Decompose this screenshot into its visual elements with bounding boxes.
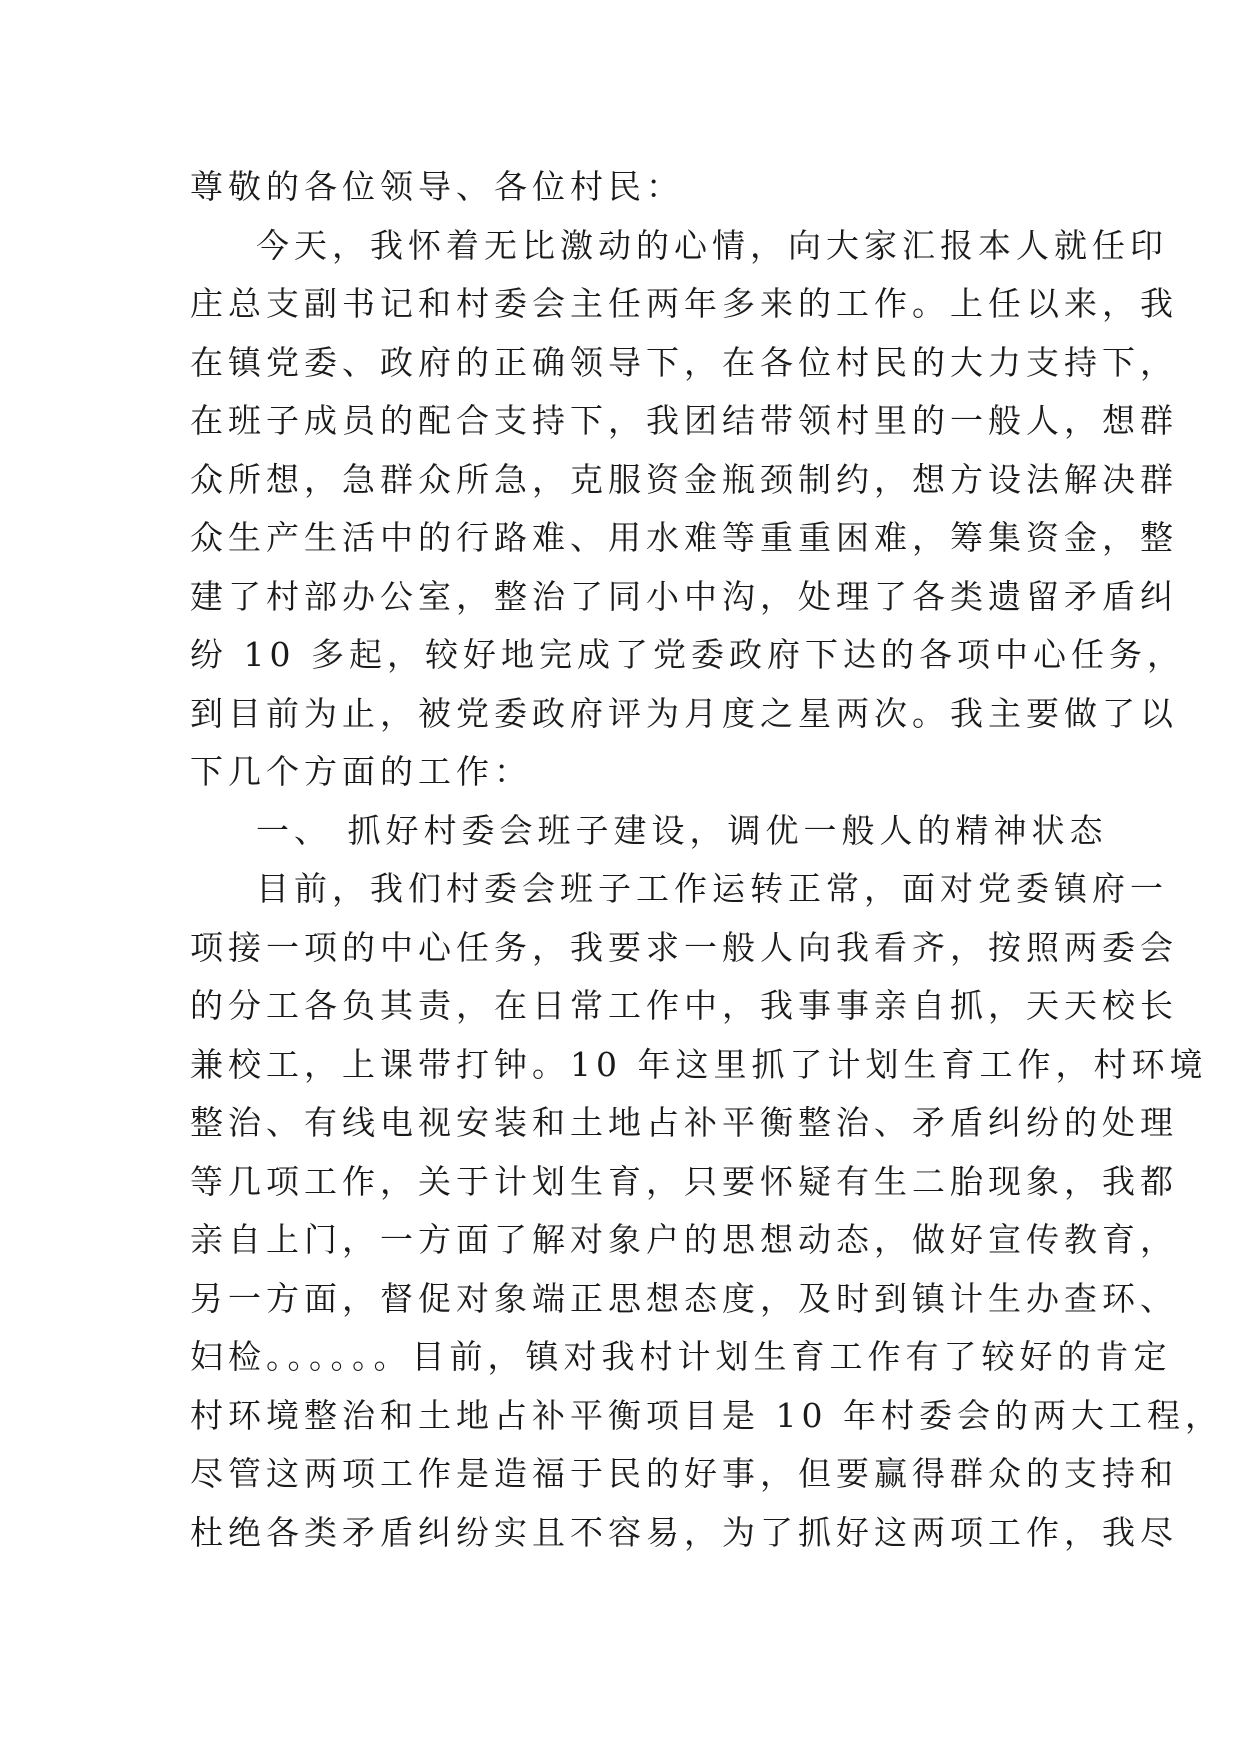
paragraph-line: 另一方面，督促对象端正思想态度，及时到镇计生办查环、 xyxy=(190,1278,1178,1318)
paragraph-line: 到目前为止，被党委政府评为月度之星两次。我主要做了以 xyxy=(190,693,1178,733)
paragraph-line: 建了村部办公室，整治了同小中沟，处理了各类遗留矛盾纠 xyxy=(190,576,1178,616)
paragraph-line: 众生产生活中的行路难、用水难等重重困难，筹集资金，整 xyxy=(190,518,1178,557)
paragraph-line: 杜绝各类矛盾纠纷实且不容易，为了抓好这两项工作，我尽 xyxy=(190,1512,1178,1552)
paragraph-line: 纷 10 多起，较好地完成了党委政府下达的各项中心任务， xyxy=(190,635,1185,674)
paragraph-line: 目前，我们村委会班子工作运转正常，面对党委镇府一 xyxy=(256,869,1168,908)
document-body xyxy=(190,158,1223,1562)
salutation-line: 尊敬的各位领导、各位村民： xyxy=(190,167,684,206)
paragraph-line: 等几项工作，关于计划生育，只要怀疑有生二胎现象，我都 xyxy=(190,1161,1178,1201)
paragraph-line: 兼校工，上课带打钟。10 年这里抓了计划生育工作，村环境 xyxy=(190,1044,1208,1084)
section-heading: 一、 抓好村委会班子建设，调优一般人的精神状态 xyxy=(256,810,1108,850)
paragraph-line: 村环境整治和土地占补平衡项目是 10 年村委会的两大工程， xyxy=(190,1395,1223,1435)
paragraph-line: 整治、有线电视安装和土地占补平衡整治、矛盾纠纷的处理 xyxy=(190,1103,1178,1142)
paragraph-line: 尽管这两项工作是造福于民的好事，但要赢得群众的支持和 xyxy=(190,1454,1178,1493)
paragraph-line: 的分工各负其责，在日常工作中，我事事亲自抓，天天校长 xyxy=(190,986,1178,1025)
paragraph-line: 在班子成员的配合支持下，我团结带领村里的一般人，想群 xyxy=(190,401,1178,440)
paragraph-line: 众所想，急群众所急，克服资金瓶颈制约，想方设法解决群 xyxy=(190,459,1178,499)
paragraph-line: 庄总支副书记和村委会主任两年多来的工作。上任以来，我 xyxy=(190,284,1178,323)
paragraph-line: 项接一项的中心任务，我要求一般人向我看齐，按照两委会 xyxy=(190,927,1178,967)
paragraph-line: 亲自上门，一方面了解对象户的思想动态，做好宣传教育， xyxy=(190,1220,1178,1259)
paragraph-line: 下几个方面的工作： xyxy=(190,752,532,791)
paragraph-line: 妇检。。。。。。目前，镇对我村计划生育工作有了较好的肯定 xyxy=(190,1337,1172,1376)
paragraph-line: 在镇党委、政府的正确领导下，在各位村民的大力支持下， xyxy=(190,342,1178,382)
paragraph-line: 今天，我怀着无比激动的心情，向大家汇报本人就任印 xyxy=(256,225,1168,265)
